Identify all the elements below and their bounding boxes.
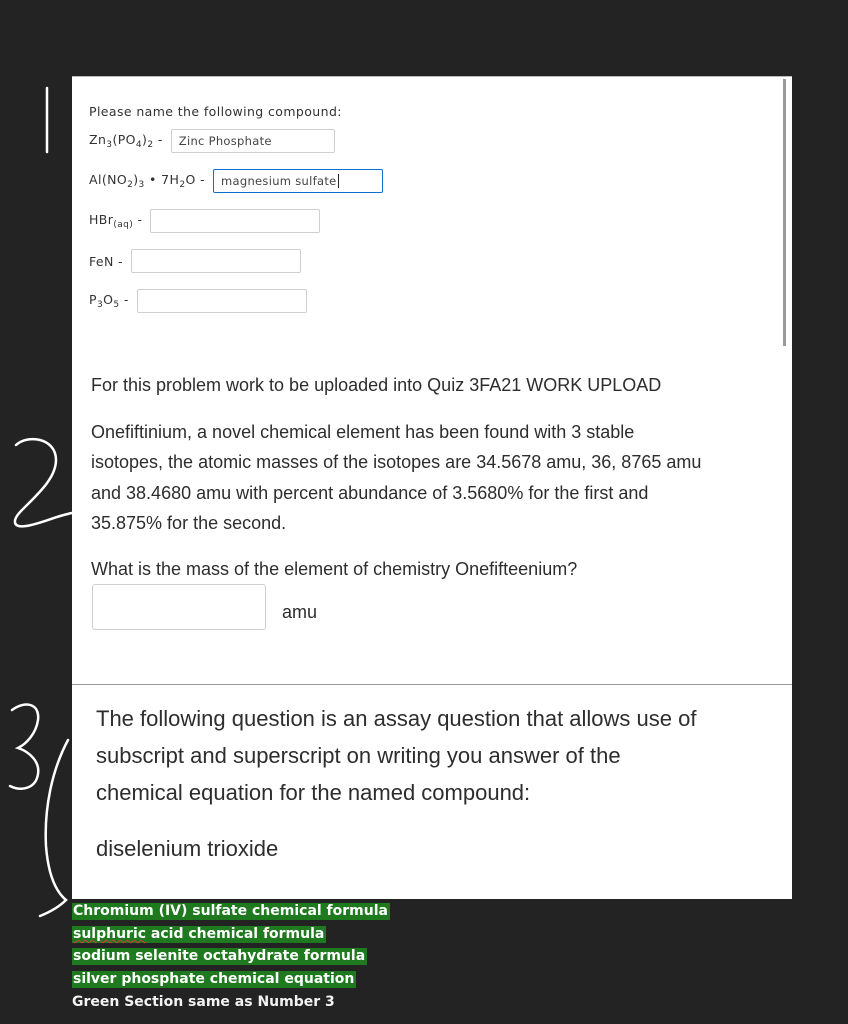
formula-4: FeN - (89, 253, 124, 269)
note-line-2: sulphuric acid chemical formula (73, 926, 325, 942)
compound-row-2 (89, 169, 383, 193)
question-3-panel (72, 684, 792, 899)
note-line-4: silver phosphate chemical equation (73, 971, 355, 987)
bracket-stroke (40, 740, 68, 916)
essay-line-2: subscript and superscript on writing you answer of the (96, 743, 621, 768)
essay-compound: diselenium trioxide (96, 836, 279, 861)
essay-line-1: The following question is an assay question that allows use of (96, 706, 697, 731)
compound-row-1 (89, 129, 335, 153)
note-line-1: Chromium (IV) sulfate chemical formula (73, 903, 388, 919)
note-line-3: sodium selenite octahydrate formula (73, 948, 366, 964)
upload-note: For this problem work to be uploaded into Quiz 3FA21 WORK UPLOAD (91, 375, 662, 395)
answer-input-3[interactable] (150, 209, 320, 233)
scrollbar[interactable] (783, 79, 786, 347)
compound-row-5 (89, 289, 307, 313)
unit-label: amu (282, 602, 318, 622)
note-line-5: Green Section same as Number 3 (72, 994, 335, 1010)
mass-answer-input[interactable] (92, 584, 266, 630)
handwritten-three (10, 705, 38, 789)
question-2-panel (72, 346, 792, 684)
question-1-instruction: Please name the following compound: (89, 104, 342, 119)
formula-1: $Zn_3(PO_4)_2$ - (89, 132, 163, 150)
problem-line-2: isotopes, the atomic masses of the isotopes are 34.5678 amu, 36, 8765 amu (91, 452, 702, 472)
text-caret (338, 174, 339, 188)
formula-5: $P_3O_5$ - (89, 292, 129, 310)
spellcheck-word: sulphuric (73, 926, 147, 942)
problem-line-1: Onefiftinium, a novel chemical element has been found with 3 stable (91, 422, 635, 442)
compound-row-4 (89, 249, 301, 273)
formula-2: $Al(NO_2)_3$ • $7H_2O$ - (89, 172, 206, 190)
formula-3: HBr$_{(aq)}$ - (89, 212, 143, 230)
answer-input-5[interactable] (137, 289, 307, 313)
answer-input-2[interactable]: magnesium sulfate (213, 169, 383, 193)
problem-line-4: 35.875% for the second. (91, 513, 287, 533)
essay-line-3: chemical equation for the named compound: (96, 780, 531, 805)
answer-input-4[interactable] (131, 249, 301, 273)
problem-line-3: and 38.4680 amu with percent abundance of 3.5680% for the first and (91, 483, 649, 503)
handwritten-two (15, 439, 72, 526)
compound-row-3 (89, 209, 320, 233)
answer-input-1[interactable]: Zinc Phosphate (171, 129, 335, 153)
question-1-panel (72, 76, 792, 347)
problem-question: What is the mass of the element of chemistry Onefifteenium? (91, 559, 578, 579)
